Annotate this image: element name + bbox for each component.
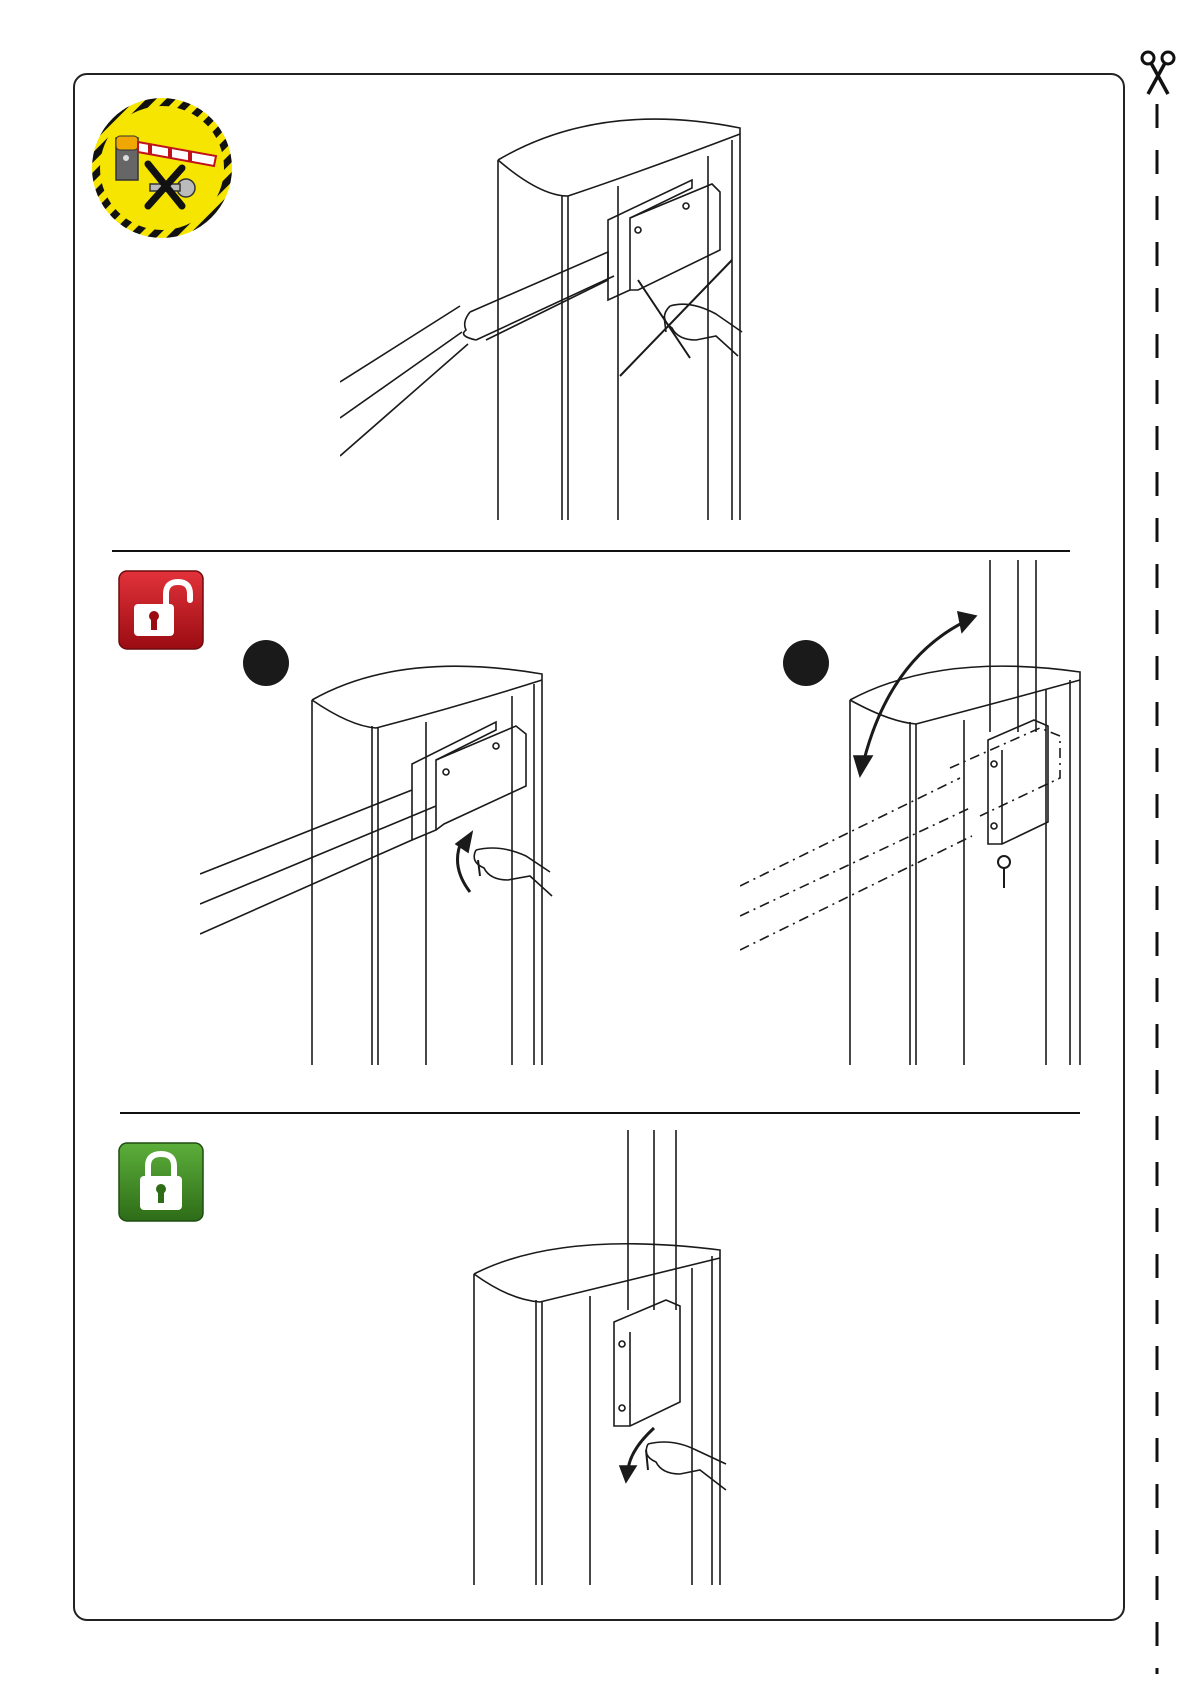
lock-key-illustration <box>470 1130 730 1590</box>
barrier-no-manual-release-icon <box>90 96 234 240</box>
release-key-illustration <box>200 640 560 1070</box>
lift-boom-illustration <box>740 560 1090 1070</box>
lock-green-icon <box>118 1142 204 1222</box>
barrier-closed-illustration <box>340 100 780 530</box>
cut-line <box>1155 44 1159 1674</box>
section-divider-2 <box>120 1112 1080 1114</box>
unlock-red-icon <box>118 570 204 650</box>
section-divider-1 <box>112 550 1070 552</box>
